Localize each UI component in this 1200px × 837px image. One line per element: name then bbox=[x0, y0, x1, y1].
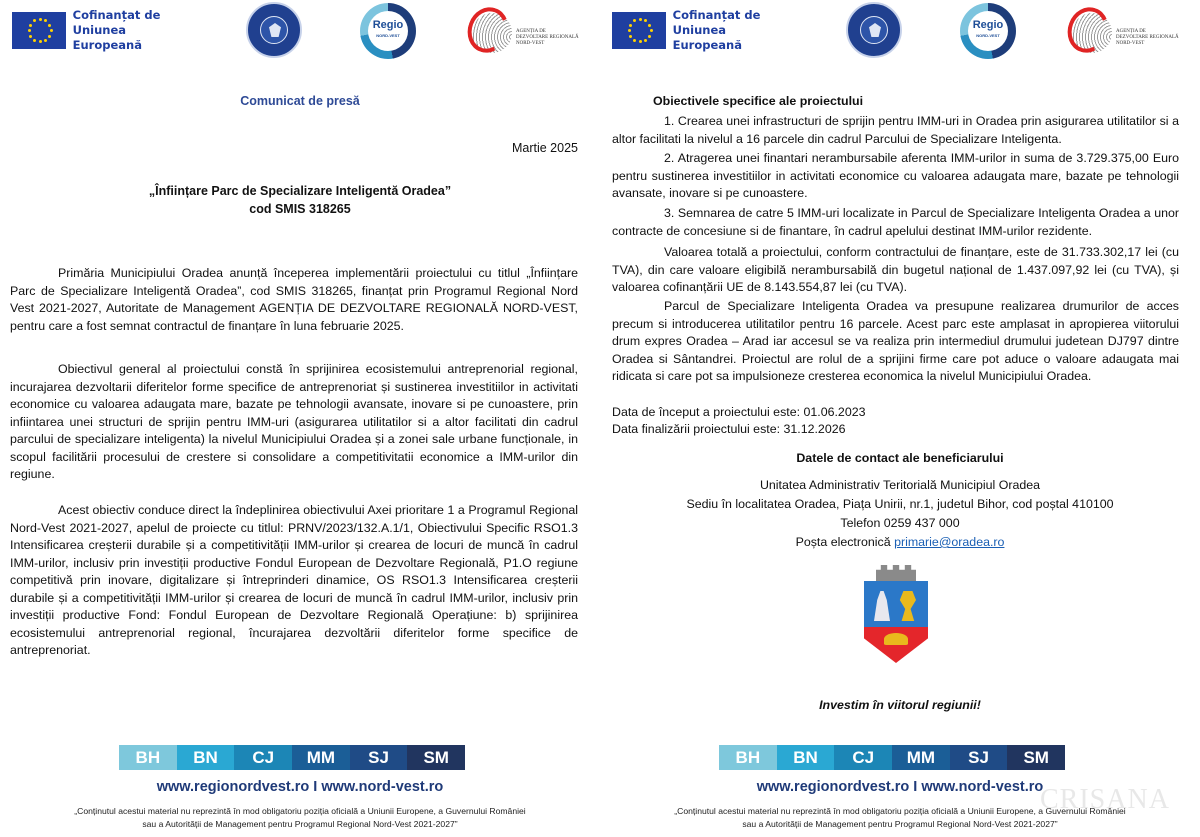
county-bn: BN bbox=[177, 745, 235, 770]
county-sm: SM bbox=[407, 745, 465, 770]
park-description-paragraph: Parcul de Specializare Inteligenta Oradea va presupune realizarea drumurilor de acces precum si introducerea utilitatilor pentru 16 parcele. Acest parc este amplasat in apropierea viitorului drum expres Oradea – Arad iar accesul se va realiza prin intermediul drumului judetean DJ797 dintre Oradea si Sântandrei. Proiectul are rolul de a sprijini firme care pot aduce o valoare adaugata mai ridicata si care pot sa impulsioneze cresterea economica la nivelul Municipiului Oradea. bbox=[612, 299, 1179, 383]
eu-star-icon bbox=[648, 35, 651, 38]
website-links[interactable]: www.regionordvest.ro I www.nord-vest.ro bbox=[756, 779, 1044, 795]
county-sj: SJ bbox=[350, 745, 408, 770]
eu-star-icon bbox=[29, 35, 32, 38]
county-sm: SM bbox=[1007, 745, 1065, 770]
objective-item: 2. Atragerea unei finantari nerambursabile aferenta IMM-urilor in suma de 3.729.375,00 Euro pentru sustinerea investitiilor in activitati economice cu valoarea adaugata mare, bazate pe tehnologii avansate, inovare si pe cunoastere. bbox=[612, 151, 1179, 200]
county-bh: BH bbox=[719, 745, 777, 770]
contact-address: Sediu în localitatea Oradea, Piața Unirii, nr.1, judetul Bihor, cod poștal 410100 bbox=[686, 497, 1114, 511]
eu-star-icon bbox=[629, 35, 632, 38]
eu-star-icon bbox=[628, 29, 631, 32]
mural-crown-icon bbox=[876, 565, 916, 581]
website-links[interactable]: www.regionordvest.ro I www.nord-vest.ro bbox=[156, 779, 444, 795]
county-bn: BN bbox=[777, 745, 835, 770]
contact-organization: Unitatea Administrativ Teritorială Municipiul Oradea bbox=[759, 478, 1041, 492]
eu-star-icon bbox=[629, 24, 632, 27]
eu-star-icon bbox=[633, 39, 636, 42]
specific-objectives-heading: Obiectivele specifice ale proiectului bbox=[653, 94, 864, 108]
contact-email-link[interactable]: primarie@oradea.ro bbox=[894, 535, 1005, 549]
book-icon bbox=[884, 633, 908, 645]
objective-item: 1. Crearea unei infrastructuri de sprijin pentru IMM-uri in Oradea prin asigurarea utilitatilor si a altor facilitati la nivelul a 16 parcele din cadrul Parcului de Specializare Inteligenta. bbox=[612, 114, 1179, 146]
release-date: Martie 2025 bbox=[511, 141, 578, 155]
county-cj: CJ bbox=[834, 745, 892, 770]
eu-star-icon bbox=[650, 29, 653, 32]
adr-nord-vest-logo: AGENȚIA DE DEZVOLTARE REGIONALĂ NORD-VEST bbox=[466, 3, 590, 57]
project-title: „Înființare Parc de Specializare Inteligentă Oradea” cod SMIS 318265 bbox=[148, 184, 452, 216]
eu-star-icon bbox=[29, 24, 32, 27]
contact-email-label: Poșta electronică bbox=[795, 535, 895, 549]
eu-star-icon bbox=[644, 19, 647, 22]
romanian-government-logo bbox=[246, 2, 302, 58]
eu-text-line2: Uniunea Europeană bbox=[72, 23, 142, 52]
intro-paragraph: Primăria Municipiului Oradea anunță începerea implementării proiectului cu titlul „Înființare Parc de Specializare Inteligentă Oradea”, cod SMIS 318265, finanțat prin Programul Regional Nord Vest 2021-2027, Autoritate de Management AGENȚIA DE DEZVOLTARE REGIONALĂ NORD-VEST, pentru care a fost semnat contractul de finanțare în luna februarie 2025. bbox=[10, 266, 578, 333]
romanian-government-logo bbox=[846, 2, 902, 58]
priority-axis-paragraph: Acest obiectiv conduce direct la îndeplinirea obiectivului Axei prioritare 1 a Programul Regional Nord-Vest 2021-2027, apelul de proiecte cu titlul: PRNV/2023/132.A.1/1, Obiectivului Specific RSO1.3 Intensificarea creșterii durabile și a competitivității IMM-urilor și crearea de locuri de muncă în cadrul IMM-urilor, inclusiv prin investiții productive Fondul European de Dezvoltare Regională, P1.O regiune competitivă prin inovare, digitalizare și întreprinderi dinamice, OS RSO1.3 Intensificarea creșterii durabile și a competitivității IMM-urilor și crearea de locuri de muncă în cadrul IMM-urilor, inclusiv prin investiții productive Fond: Fondul European de Dezvoltare Regională Operațiune: b) sprijinirea ecosistemului antreprenorial regional, încurajarea dezvoltării diferitelor forme specifice de antreprenoriat. bbox=[10, 503, 578, 657]
contact-email-line bbox=[600, 535, 1200, 549]
eu-star-icon bbox=[44, 39, 47, 42]
general-objective-paragraph: Obiectivul general al proiectului constă în sprijinirea ecosistemului antreprenorial regional, incurajarea dezvoltarii diferitelor forme specifice de antreprenoriat și sustinerea investitiilor in activitati economice cu valoarea adaugata mare, bazate pe tehnologii avansate, inovare si pe cunoastere, prin infiintarea unei structuri de sprijin pentru IMM-uri (asigurarea utilitatilor si a altor facilitati din cadrul parcului de specializare inteligenta) la nivelul Municipiului Oradea și a zonei sale urbane funcționale, in scopul facilitării procesului de crestere si consolidare a competitivitatii economice a IMM-urilor din regiune. bbox=[10, 362, 578, 481]
eagle-icon bbox=[869, 23, 881, 37]
eu-star-icon bbox=[648, 24, 651, 27]
red-arrow-icon bbox=[1061, 2, 1114, 59]
eu-cofinancing-logo bbox=[12, 8, 194, 52]
eu-flag-icon bbox=[12, 12, 66, 49]
watermark: CRIȘANA bbox=[1040, 784, 1170, 815]
county-mm: MM bbox=[292, 745, 350, 770]
county-bh: BH bbox=[119, 745, 177, 770]
eu-star-icon bbox=[639, 18, 642, 21]
disclaimer: „Conținutul acestui material nu reprezintă în mod obligatoriu poziția oficială a Uniunii Europene, a Guvernului României sau a Autorității de Management pentru Programul Regional Nord-Vest 2021-2027” bbox=[674, 806, 1126, 829]
eu-star-icon bbox=[50, 29, 53, 32]
project-value-paragraph: Valoarea totală a proiectului, conform contractului de finanțare, este de 31.733.302,17 lei (cu TVA), din care valoare eligibilă nerambursabilă din bugetul național de 1.437.097,92 lei (cu TVA), și valoarea cofinanțării UE de 8.143.554,87 lei (cu TVA). bbox=[612, 245, 1179, 294]
eu-star-icon bbox=[39, 40, 42, 43]
county-bar bbox=[719, 745, 1065, 770]
eu-star-icon bbox=[33, 39, 36, 42]
press-release-title: Comunicat de presă bbox=[240, 94, 360, 108]
eu-star-icon bbox=[48, 35, 51, 38]
shield-icon bbox=[864, 581, 928, 663]
eu-star-icon bbox=[28, 29, 31, 32]
slogan: Investim în viitorul regiunii! bbox=[819, 698, 981, 712]
eu-flag-icon bbox=[612, 12, 666, 49]
project-end-date: Data finalizării proiectului este: 31.12.2026 bbox=[612, 422, 846, 436]
project-start-date: Data de început a proiectului este: 01.06.2023 bbox=[612, 405, 866, 419]
disclaimer: „Conținutul acestui material nu reprezintă în mod obligatoriu poziția oficială a Uniunii Europene, a Guvernului României sau a Autorității de Management pentru Programul Regional Nord-Vest 2021-2027” bbox=[74, 806, 526, 829]
eagle-icon bbox=[269, 23, 281, 37]
oradea-coat-of-arms-icon bbox=[862, 565, 930, 665]
eu-star-icon bbox=[633, 19, 636, 22]
eu-cofinancing-logo: Cofinanțat de Uniunea Europeană bbox=[612, 12, 794, 49]
red-arrow-icon bbox=[461, 2, 514, 59]
eu-star-icon bbox=[639, 40, 642, 43]
eu-text-line1: Cofinanțat de bbox=[72, 8, 161, 22]
adr-nord-vest-logo: AGENȚIA DE DEZVOLTARE REGIONALĂ NORD-VEST bbox=[1066, 3, 1190, 57]
contact-phone: Telefon 0259 437 000 bbox=[840, 516, 960, 530]
eu-star-icon bbox=[644, 39, 647, 42]
county-cj: CJ bbox=[234, 745, 292, 770]
eu-star-icon bbox=[39, 18, 42, 21]
eu-star-icon bbox=[44, 19, 47, 22]
contact-heading: Datele de contact ale beneficiarului bbox=[796, 451, 1004, 465]
county-sj: SJ bbox=[950, 745, 1008, 770]
eu-star-icon bbox=[33, 19, 36, 22]
county-bar bbox=[119, 745, 465, 770]
county-mm: MM bbox=[892, 745, 950, 770]
eu-star-icon bbox=[48, 24, 51, 27]
regio-nord-vest-logo: Regio NORD-VEST bbox=[360, 3, 416, 59]
objective-item: 3. Semnarea de catre 5 IMM-uri localizate in Parcul de Specializare Inteligenta Oradea a unor contracte de concesiune si de finantare, în cadrul apelului destinat IMM-urilor rezidente. bbox=[612, 206, 1179, 238]
regio-nord-vest-logo: Regio NORD-VEST bbox=[960, 3, 1016, 59]
